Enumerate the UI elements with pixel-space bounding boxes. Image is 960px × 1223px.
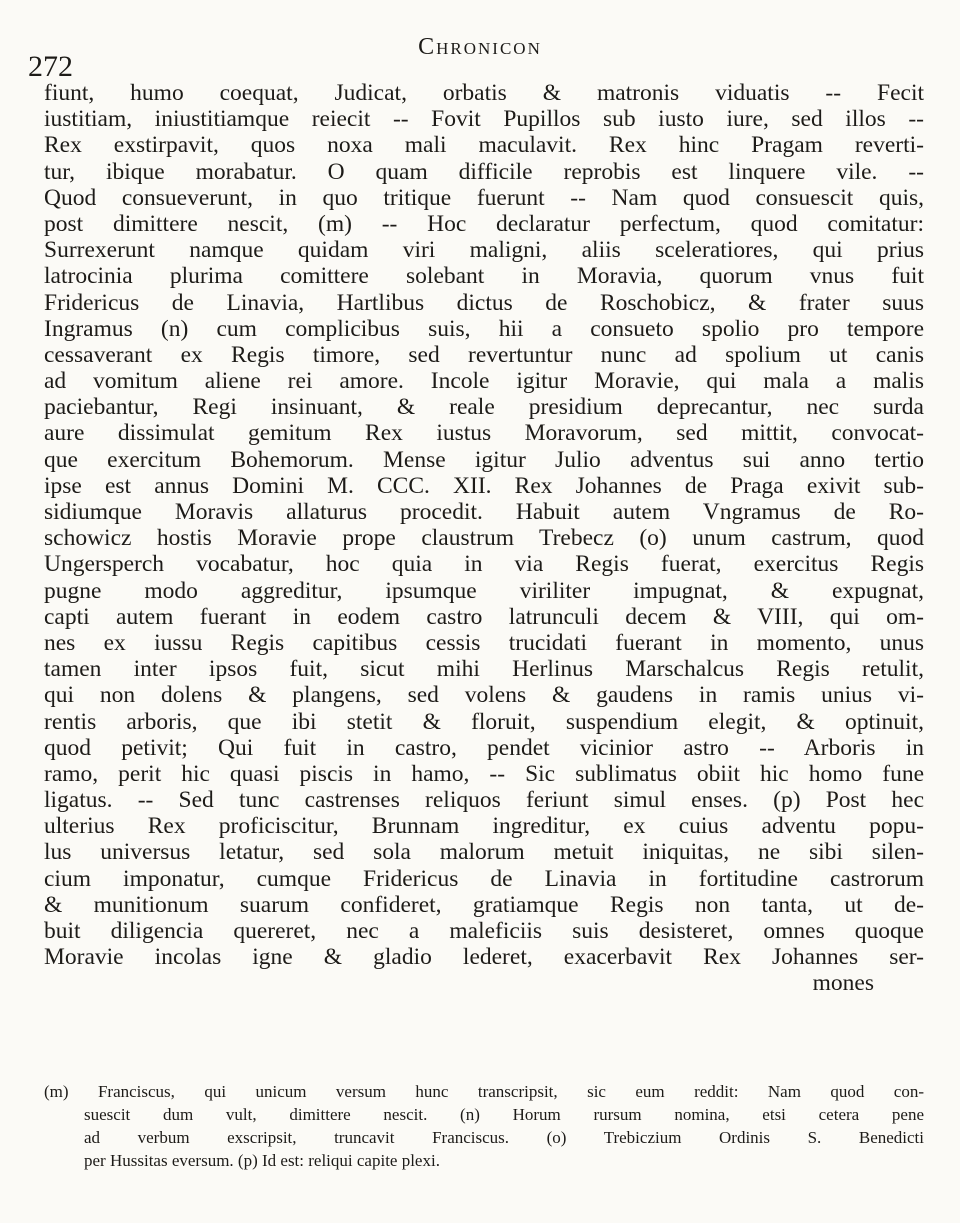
text-line: Rex exstirpavit, quos noxa mali maculavit. Rex hinc Pragam reverti-	[44, 132, 924, 159]
text-line: que exercitum Bohemorum. Mense igitur Julio adventus sui anno tertio	[44, 446, 924, 473]
text-line: paciebantur, Regi insinuant, & reale presidium deprecantur, nec surda	[44, 394, 924, 421]
text-line: rentis arboris, que ibi stetit & floruit, suspendium elegit, & optinuit,	[44, 708, 924, 735]
text-line: Fridericus de Linavia, Hartlibus dictus de Roschobicz, & frater suus	[44, 289, 924, 316]
running-head: Chronicon	[418, 34, 542, 60]
text-line: tamen inter ipsos fuit, sicut mihi Herlinus Marschalcus Regis retulit,	[44, 656, 924, 683]
text-line: Ingramus (n) cum complicibus suis, hii a consueto spolio pro tempore	[44, 315, 924, 342]
text-line: buit diligencia quereret, nec a maleficiis suis desisteret, omnes quoque	[44, 918, 924, 944]
text-line: capti autem fuerant in eodem castro latrunculi decem & VIII, qui om-	[44, 603, 924, 630]
text-line: tur, ibique morabatur. O quam difficile reprobis est linquere vile. --	[44, 158, 924, 185]
text-line: aure dissimulat gemitum Rex iustus Moravorum, sed mittit, convocat-	[44, 420, 924, 447]
text-line: sidiumque Moravis allaturus procedit. Habuit autem Vngramus de Ro-	[44, 499, 924, 525]
text-line: ulterius Rex proficiscitur, Brunnam ingreditur, ex cuius adventu popu-	[44, 813, 924, 840]
footnote-line: ad verbum exscripsit, truncavit Franciscus. (o) Trebiczium Ordinis S. Benedicti	[84, 1128, 924, 1147]
text-line: pugne modo aggreditur, ipsumque viriliter impugnat, & expugnat,	[44, 577, 924, 604]
text-line: & munitionum suarum confideret, gratiamque Regis non tanta, ut de-	[44, 891, 924, 918]
text-line: Quod consueverunt, in quo tritique fuerunt -- Nam quod consuescit quis,	[44, 184, 924, 211]
text-line: cessaverant ex Regis timore, sed revertuntur nunc ad spolium ut canis	[44, 341, 924, 368]
text-line: cium imponatur, cumque Fridericus de Linavia in fortitudine castrorum	[44, 865, 924, 892]
text-line: nes ex iussu Regis capitibus cessis trucidati fuerant in momento, unus	[44, 629, 924, 656]
main-text	[44, 80, 924, 997]
text-line: Ungersperch vocabatur, hoc quia in via Regis fuerat, exercitus Regis	[44, 551, 924, 578]
page-number: 272	[28, 50, 73, 83]
text-line: Surrexerunt namque quidam viri maligni, aliis sceleratiores, qui prius	[44, 237, 924, 264]
catchword: mones	[812, 970, 874, 997]
text-line: lus universus letatur, sed sola malorum metuit iniquitas, ne sibi silen-	[44, 839, 924, 866]
text-line: qui non dolens & plangens, sed volens & gaudens in ramis unius vi-	[44, 682, 924, 709]
text-line: quod petivit; Qui fuit in castro, pendet vicinior astro -- Arboris in	[44, 734, 924, 761]
footnote-line: per Hussitas eversum. (p) Id est: reliqui capite plexi.	[84, 1151, 440, 1170]
footnote-line: suescit dum vult, dimittere nescit. (n) Horum rursum nomina, etsi cetera pene	[84, 1105, 924, 1124]
text-line: iustitiam, iniustitiamque reiecit -- Fovit Pupillos sub iusto iure, sed illos --	[44, 106, 924, 133]
text-line: post dimittere nescit, (m) -- Hoc declaratur perfectum, quod comitatur:	[44, 210, 924, 237]
text-line: Moravie incolas igne & gladio lederet, exacerbavit Rex Johannes ser-	[44, 944, 924, 971]
footnote-line: (m) Franciscus, qui unicum versum hunc transcripsit, sic eum reddit: Nam quod con-	[44, 1082, 924, 1101]
text-line: latrocinia plurima comittere solebant in Moravia, quorum vnus fuit	[44, 263, 924, 290]
text-line: ad vomitum aliene rei amore. Incole igitur Moravie, qui mala a malis	[44, 368, 924, 395]
text-line: schowicz hostis Moravie prope claustrum Trebecz (o) unum castrum, quod	[44, 525, 924, 552]
footnotes	[44, 1080, 924, 1172]
text-line: ramo, perit hic quasi piscis in hamo, -- Sic sublimatus obiit hic homo fune	[44, 760, 924, 787]
text-line: fiunt, humo coequat, Judicat, orbatis & matronis viduatis -- Fecit	[44, 80, 924, 106]
text-line: ipse est annus Domini M. CCC. XII. Rex Johannes de Praga exivit sub-	[44, 472, 924, 499]
text-line: ligatus. -- Sed tunc castrenses reliquos feriunt simul enses. (p) Post hec	[44, 787, 924, 814]
